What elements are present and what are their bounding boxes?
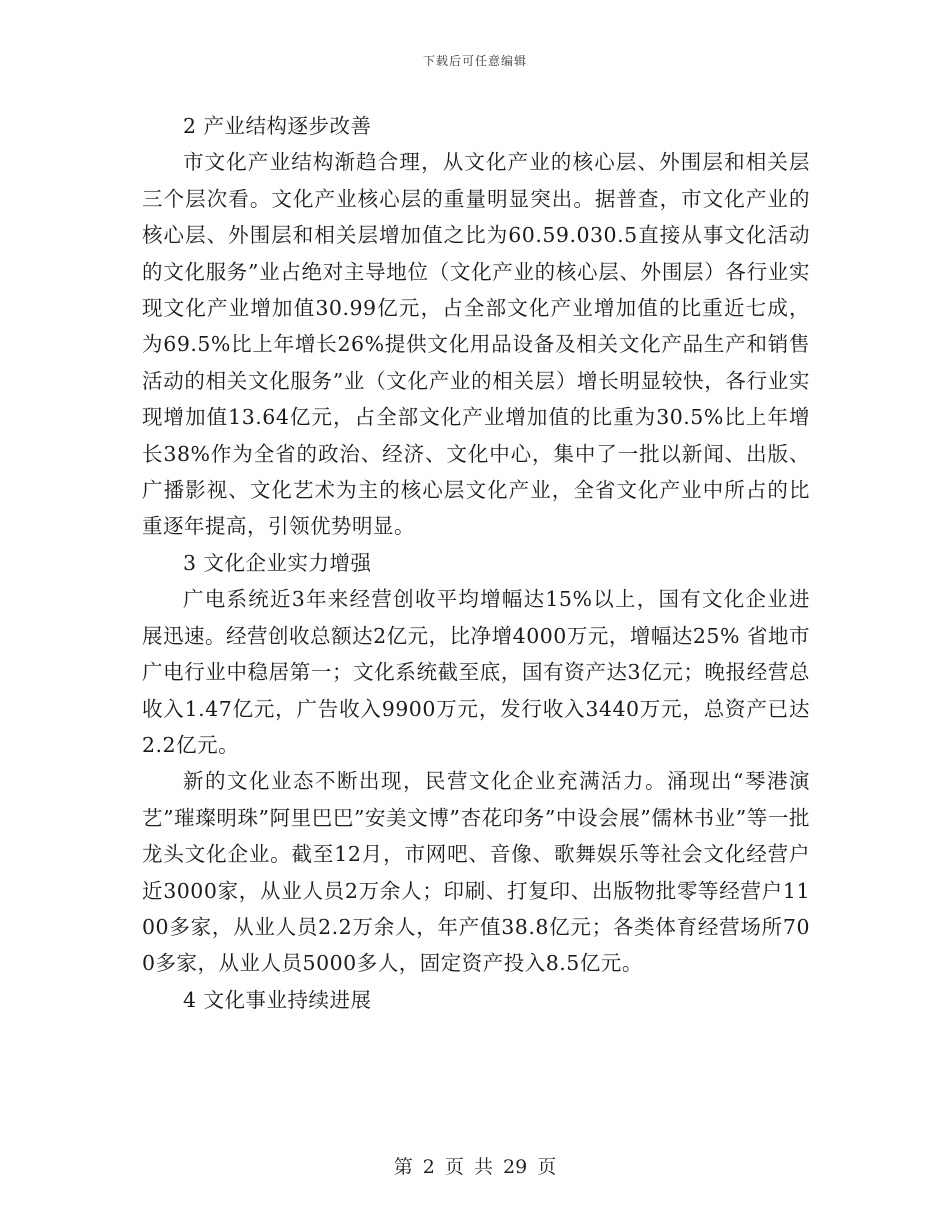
page-number-footer: 第 2 页 共 29 页 <box>393 1156 557 1178</box>
paragraph-broadcasting-revenue: 广电系统近3年来经营创收平均增幅达15%以上，国有文化企业进展迅速。经营创收总额达2亿元，比净增4000万元，增幅达25% 省地市广电行业中稳居第一；文化系统截至底，国有资产达3亿元；晚报经营总收入1.47亿元，广告收入9900万元，发行收入3440万元，总资产已达2.2亿元。 <box>142 587 810 757</box>
section-heading-industry-structure: 2 产业结构逐步改善 <box>183 114 372 138</box>
document-body <box>142 108 810 1018</box>
paragraph-industry-structure: 市文化产业结构渐趋合理，从文化产业的核心层、外围层和相关层三个层次看。文化产业核心层的重量明显突出。据普查，市文化产业的核心层、外围层和相关层增加值之比为60.59.030.5直接从事文化活动的文化服务”业占绝对主导地位（文化产业的核心层、外围层）各行业实现文化产业增加值30.99亿元，占全部文化产业增加值的比重近七成，为69.5%比上年增长26%提供文化用品设备及相关文化产品生产和销售活动的相关文化服务”业（文化产业的相关层）增长明显较快，各行业实现增加值13.64亿元，占全部文化产业增加值的比重为30.5%比上年增长38%作为全省的政治、经济、文化中心，集中了一批以新闻、出版、广播影视、文化艺术为主的核心层文化产业，全省文化产业中所占的比重逐年提高，引领优势明显。 <box>142 150 810 539</box>
section-heading-cultural-undertakings: 4 文化事业持续进展 <box>183 987 372 1012</box>
paragraph-private-enterprises: 新的文化业态不断出现，民营文化企业充满活力。涌现出“琴港演艺”璀璨明珠”阿里巴巴”安美文博”杏花印务”中设会展”儒林书业”等一批龙头文化企业。截至12月，市网吧、音像、歌舞娱乐等社会文化经营户近3000家，从业人员2万余人；印刷、打复印、出版物批零等经营户1100多家，从业人员2.2万余人，年产值38.8亿元；各类体育经营场所700多家，从业人员5000多人，固定资产投入8.5亿元。 <box>142 769 810 976</box>
section-heading-enterprise-strength: 3 文化企业实力增强 <box>183 550 372 575</box>
page-header-note: 下载后可任意编辑 <box>422 54 527 68</box>
